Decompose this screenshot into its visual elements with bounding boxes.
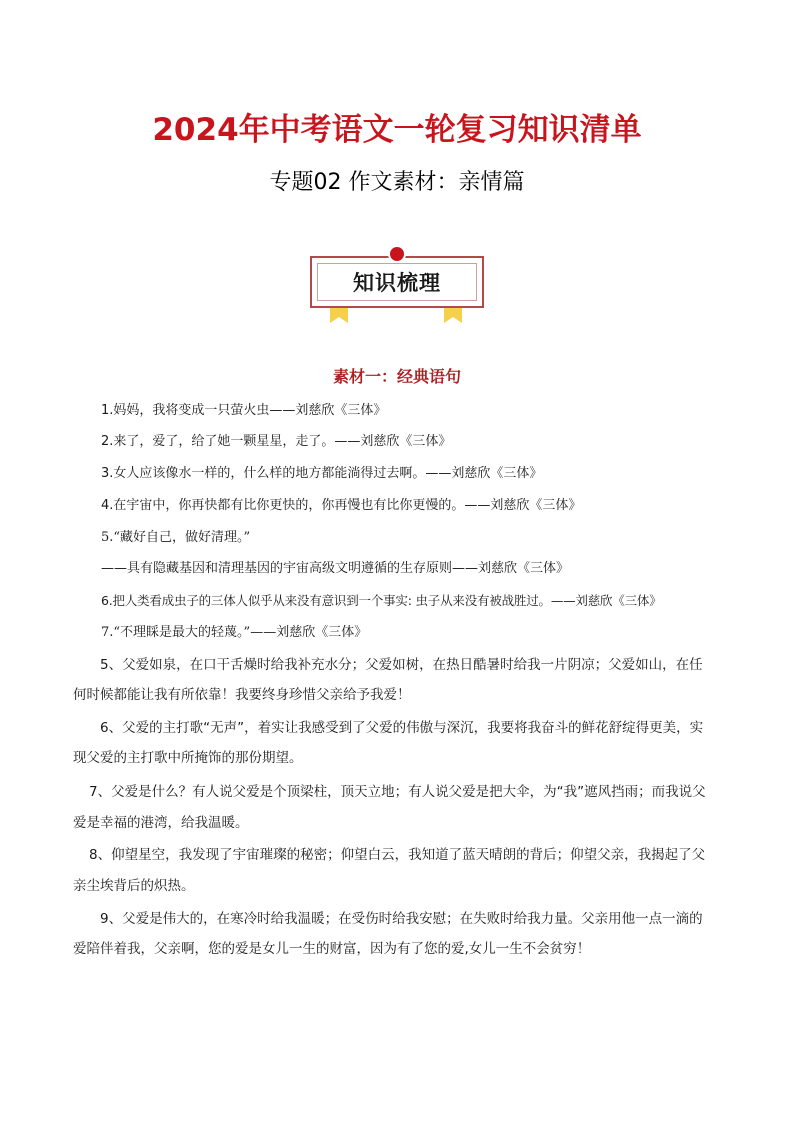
badge-label: 知识梳理 — [353, 271, 441, 295]
quote-line: 1.妈妈，我将变成一只萤火虫——刘慈欣《三体》 — [101, 403, 387, 418]
paragraph-line: 9、父爱是伟大的，在寒冷时给我温暖；在受伤时给我安慰；在失败时给我力量。父亲用他一点一滴的 — [100, 911, 703, 927]
section-heading: 素材一：经典语句 — [332, 367, 461, 386]
paragraph-line: 亲尘埃背后的炽热。 — [73, 878, 195, 894]
section-badge — [308, 245, 488, 325]
quote-line: 7.“不理睬是最大的轻蔑。”——刘慈欣《三体》 — [101, 625, 368, 640]
paragraph-line: 何时候都能让我有所依靠！我要终身珍惜父亲给予我爱！ — [73, 687, 411, 703]
quote-line: 5.“藏好自己，做好清理。” — [101, 530, 251, 545]
badge-inner-frame — [317, 263, 477, 301]
quote-line: ——具有隐藏基因和清理基因的宇宙高级文明遵循的生存原则——刘慈欣《三体》 — [101, 561, 570, 576]
quote-line: 2.来了，爱了，给了她一颗星星，走了。——刘慈欣《三体》 — [101, 434, 452, 449]
badge-dot-icon — [388, 245, 406, 263]
paragraph-line: 爱陪伴着我，父亲啊，您的爱是女儿一生的财富，因为有了您的爱,女儿一生不会贫穷！ — [73, 941, 591, 957]
document-subtitle: 专题02 作文素材：亲情篇 — [269, 170, 525, 195]
quote-line: 4.在宇宙中，你再快都有比你更快的，你再慢也有比你更慢的。——刘慈欣《三体》 — [101, 498, 582, 513]
paragraph-line: 7、父爱是什么？有人说父爱是个顶梁柱，顶天立地；有人说父爱是把大伞，为“我”遮风挡雨；而我说父 — [89, 784, 706, 800]
paragraph-line: 爱是幸福的港湾，给我温暖。 — [73, 815, 249, 831]
paragraph-line: 6、父爱的主打歌“无声”，着实让我感受到了父爱的伟傲与深沉，我要将我奋斗的鲜花舒绽得更美，实 — [100, 720, 704, 736]
document-title: 2024年中考语文一轮复习知识清单 — [152, 112, 642, 148]
paragraph-line: 8、仰望星空，我发现了宇宙璀璨的秘密；仰望白云，我知道了蓝天晴朗的背后；仰望父亲，我揭起了父 — [89, 847, 706, 863]
quote-line: 3.女人应该像水一样的，什么样的地方都能淌得过去啊。——刘慈欣《三体》 — [101, 466, 543, 481]
badge-frame — [310, 256, 484, 308]
paragraph-line: 5、父爱如泉，在口干舌燥时给我补充水分；父爱如树，在热日酷暑时给我一片阴凉；父爱如山，在任 — [100, 657, 703, 673]
quote-line: 6.把人类看成虫子的三体人似乎从来没有意识到一个事实: 虫子从来没有被战胜过。——刘慈欣《三体》 — [101, 593, 662, 608]
paragraph-line: 现父爱的主打歌中所掩饰的那份期望。 — [73, 750, 303, 766]
